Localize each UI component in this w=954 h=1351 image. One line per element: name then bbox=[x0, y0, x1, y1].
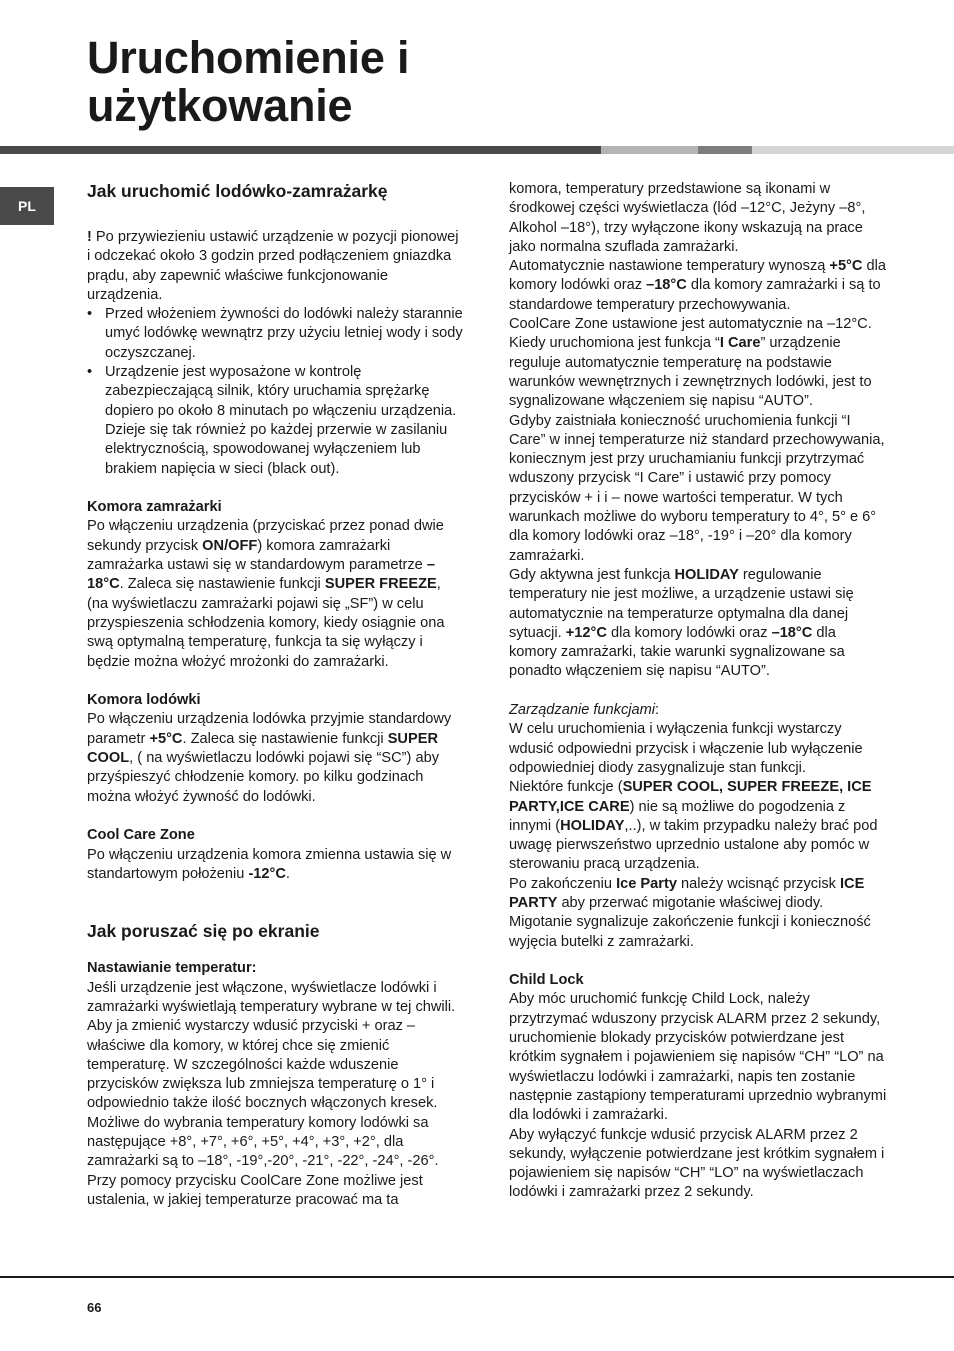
header-rule-dark bbox=[0, 146, 601, 154]
functions-paragraph: W celu uruchomienia i wyłączenia funkcji wystarczy wdusić odpowiedni przycisk i włączenie lub wyłączenie odpowiedniej diody zasygnalizuje stan funkcji. bbox=[509, 721, 863, 776]
freezer-paragraph: Po włączeniu urządzenia (przyciskać przez ponad dwie sekundy przycisk ON/OFF) komora zamrażarki zamrażarka ustawi się w standardowym parametrze –18°C. Zaleca się nastawienie funkcji SUPER FREEZE, (na wyświetlaczu zamrażarki pojawi się „SF”) w celu przyspieszenia schłodzenia komory, kiedy osiągnie ona swą optymalną temperaturę, funkcja ta się wyłączy i będzie można włożyć mrożonki do zamrażarki. bbox=[87, 518, 445, 670]
ice-party-paragraph: Po zakończeniu Ice Party należy wcisnąć przycisk ICE PARTY aby przerwać migotanie właściwej diody. bbox=[509, 875, 865, 911]
intro-paragraph: ! Po przywiezieniu ustawić urządzenie w pozycji pionowej i odczekać około 3 godzin przed podłączeniem gniazdka prądu, aby zapewnić właściwe funkcjonowanie urządzenia. bbox=[87, 229, 459, 303]
right-column bbox=[509, 180, 887, 1203]
bullet-list bbox=[87, 305, 463, 479]
fridge-heading: Komora lodówki bbox=[87, 692, 201, 709]
warning-mark: ! bbox=[87, 229, 92, 245]
header-rule-pale bbox=[752, 146, 954, 154]
child-lock-paragraph: Aby móc uruchomić funkcję Child Lock, należy przytrzymać wduszony przycisk ALARM przez 2 sekundy, uruchomienie blokady przycisków potwierdzane jest krótkim sygnałem i pojawieniem się napisów “CH” “LO” na wyświetlaczu lodówki i zamrażarki, napis ten zostanie następnie zastąpiony temperaturami uprzednio wybranymi dla lodówki i zamrażarki. bbox=[509, 991, 887, 1124]
child-lock-heading: Child Lock bbox=[509, 972, 584, 989]
temperature-heading: Nastawianie temperatur: bbox=[87, 960, 257, 977]
icare-custom-paragraph: Gdyby zaistniała konieczność uruchomienia funkcji “I Care” w innej temperaturze niż standard przechowywania, koniecznym jest przy uruchamianiu funkcji przytrzymać wduszony przycisk “I Care” i ustawić przy pomocy przycisków + i i – nowe wartości temperatur. W tych warunkach możliwe do wyboru temperatury to 4°, 5° e 6° dla komory lodówki oraz –18°, -19° i –20° dla komory zamrażarki. bbox=[509, 412, 885, 564]
list-item: • Przed włożeniem żywności do lodówki należy starannie umyć lodówkę wewnątrz przy użyciu letniej wody i sody oczyszczanej. bbox=[87, 305, 463, 363]
temperature-paragraph: Jeśli urządzenie jest włączone, wyświetlacze lodówki i zamrażarki wyświetlają temperatury wybrane w tej chwili. Aby ja zmienić wystarczy wdusić przyciski + oraz – właściwe dla komory, w której chce się zmienić temperaturę. W szczególności każde wduszenie przycisków zwiększa lub zmniejsza temperaturę o 1° i odpowiednio także ilość bocznych włączonych kresek. Możliwe do wybrania temperatury komory lodówki sa następujące +8°, +7°, +6°, +5°, +4°, +3°, +2°, dla zamrażarki są to –18°, -19°,-20°, -21°, -22°, -24°, -26°. Przy pomocy przycisku CoolCare Zone możliwe jest ustalenia, w jakiej temperaturze pracować ma ta bbox=[87, 979, 456, 1208]
section-heading-display: Jak poruszać się po ekranie bbox=[87, 921, 320, 942]
icare-paragraph: Kiedy uruchomiona jest funkcja “I Care” urządzenie reguluje automatycznie temperaturę na podstawie warunków wewnętrznych i zewnętrznych lodówki, jest to sygnalizowane włączeniem się napisu “AUTO”. bbox=[509, 335, 872, 410]
page-title: Uruchomienie i użytkowanie bbox=[87, 32, 410, 131]
header-rule-light bbox=[601, 146, 698, 154]
page-number: 66 bbox=[87, 1300, 102, 1315]
coolcare-icons-paragraph: komora, temperatury przedstawione są ikonami w środkowej części wyświetlacza (lód –12°C, Jeżyny –8°, Alkohol –18°), trzy wyłączone ikony wskazują na prace jako normalna szuflada zamrażarki. bbox=[509, 181, 866, 255]
coolcare-heading: Cool Care Zone bbox=[87, 827, 195, 844]
functions-conflict-paragraph: Niektóre funkcje (SUPER COOL, SUPER FREEZE, ICE PARTY,ICE CARE) nie są możliwe do pogodzenia z innymi (HOLIDAY,..), w takim przypadku należy brać pod uwagę pierwszeństwo uprzednio ustalone aby pomóc w sterowaniu pracą urządzenia. bbox=[509, 779, 878, 873]
header-rule-mid bbox=[698, 146, 752, 154]
fridge-paragraph: Po włączeniu urządzenia lodówka przyjmie standardowy parametr +5°C. Zaleca się nastawienie funkcji SUPER COOL, ( na wyświetlaczu lodówki pojawi się “SC”) aby przyśpieszyć chłodzenie komory. po kilku godzinach można włożyć żywność do lodówki. bbox=[87, 711, 452, 805]
freezer-heading: Komora zamrażarki bbox=[87, 499, 222, 516]
auto-temp-paragraph: Automatycznie nastawione temperatury wynoszą +5°C dla komory lodówki oraz –18°C dla komory zamrażarki i są to standardowe temperatury przechowywania. bbox=[509, 258, 886, 313]
holiday-paragraph: Gdy aktywna jest funkcja HOLIDAY regulowanie temperatury nie jest możliwe, a urządzenie ustawi się automatycznie na temperaturze optymalna dla danej sytuacji. +12°C dla komory lodówki oraz –18°C dla komory zamrażarki, takie warunki sygnalizowane sa ponadto włączeniem się napisu “AUTO”. bbox=[509, 566, 854, 680]
child-lock-off-paragraph: Aby wyłączyć funkcje wdusić przycisk ALARM przez 2 sekundy, wyłączenie potwierdzane jest krótkim sygnałem i pojawieniem się napisów “CH” “LO” na wyświetlaczach lodówki i zamrażarki przez 2 sekundy. bbox=[509, 1126, 885, 1201]
coolcare-auto-paragraph: CoolCare Zone ustawione jest automatycznie na –12°C. bbox=[509, 316, 872, 333]
footer-rule bbox=[0, 1276, 954, 1278]
list-item: • Urządzenie jest wyposażone w kontrolę zabezpieczającą silnik, który uruchamia sprężarkę dopiero po około 8 minutach po włączeniu urządzenia. Dzieje się tak również po każdej przerwie w zasilaniu elektrycznością, spowodowanej wyłączeniem lub brakiem napięcia w sieci (black out). bbox=[87, 363, 463, 479]
blinking-paragraph: Migotanie sygnalizuje zakończenie funkcji i konieczność wyjęcia butelki z zamrażarki. bbox=[509, 914, 871, 950]
section-heading-start: Jak uruchomić lodówko-zamrażarkę bbox=[87, 181, 388, 201]
functions-heading: Zarządzanie funkcjami: bbox=[509, 702, 660, 719]
left-column bbox=[87, 180, 463, 1210]
language-tab: PL bbox=[0, 187, 54, 225]
coolcare-paragraph: Po włączeniu urządzenia komora zmienna ustawia się w standartowym położeniu -12°C. bbox=[87, 846, 452, 882]
